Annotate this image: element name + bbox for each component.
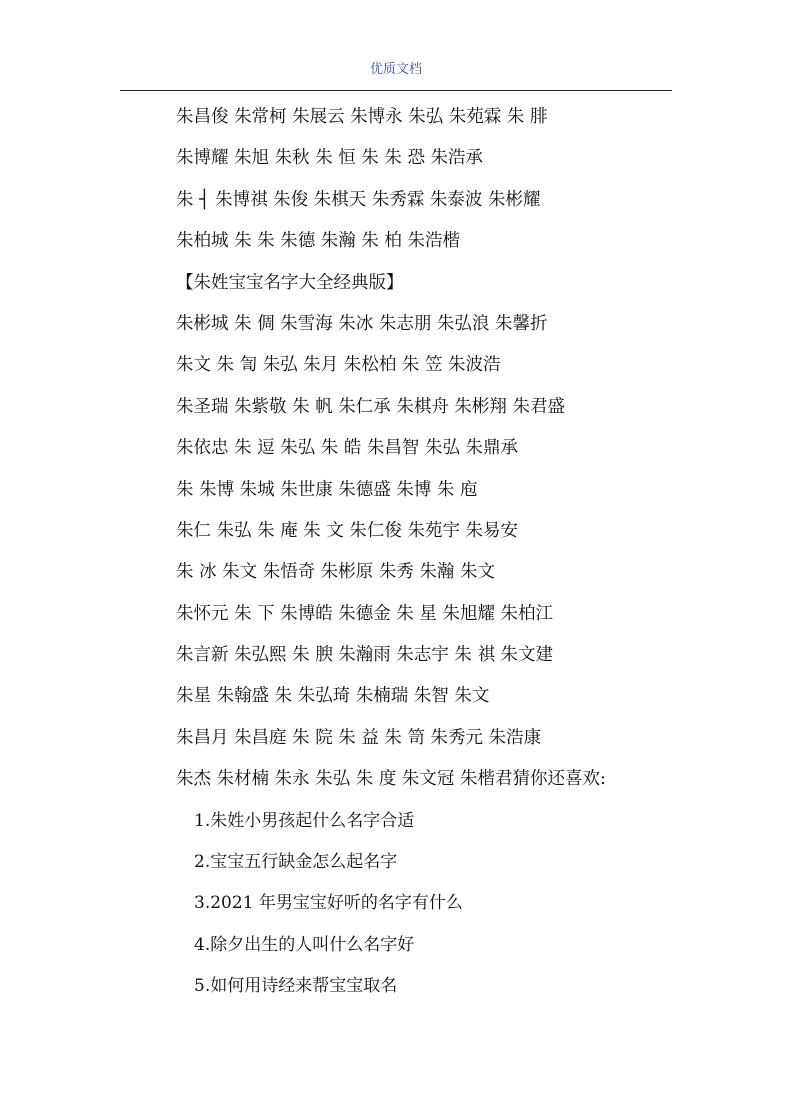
- name-line: 朱博耀 朱旭 朱秋 朱 恒 朱 朱 恐 朱浩承: [176, 148, 484, 169]
- related-link[interactable]: 5.如何用诗经来帮宝宝取名: [194, 976, 398, 997]
- name-line: 朱 冰 朱文 朱悟奇 朱彬原 朱秀 朱瀚 朱文: [176, 562, 495, 583]
- name-line: 朱依忠 朱 逗 朱弘 朱 皓 朱昌智 朱弘 朱鼎承: [176, 438, 519, 459]
- name-line: 朱彬城 朱 倜 朱雪海 朱冰 朱志朋 朱弘浪 朱馨折: [176, 313, 548, 334]
- name-line: 朱柏城 朱 朱 朱德 朱瀚 朱 柏 朱浩楷: [176, 231, 460, 252]
- name-line: 朱圣瑞 朱紫敬 朱 帆 朱仁承 朱棋舟 朱彬翔 朱君盛: [176, 396, 565, 417]
- header-divider: [120, 90, 672, 91]
- name-line: 朱杰 朱材楠 朱永 朱弘 朱 度 朱文冠 朱楷君猜你还喜欢:: [176, 769, 606, 790]
- related-link[interactable]: 1.朱姓小男孩起什么名字合适: [194, 810, 415, 831]
- document-header-title: 优质文档: [369, 62, 422, 77]
- name-line: 朱言新 朱弘熙 朱 腴 朱瀚雨 朱志宇 朱 祺 朱文建: [176, 645, 554, 666]
- name-line: 朱 ┤ 朱博祺 朱俊 朱棋天 朱秀霖 朱泰波 朱彬耀: [176, 189, 541, 210]
- related-link[interactable]: 3.2021 年男宝宝好听的名字有什么: [194, 893, 463, 914]
- related-link[interactable]: 4.除夕出生的人叫什么名字好: [194, 934, 415, 955]
- section-heading: 【朱姓宝宝名字大全经典版】: [176, 272, 404, 293]
- name-line: 朱 朱博 朱城 朱世康 朱德盛 朱博 朱 庖: [176, 479, 478, 500]
- document-body: [176, 100, 676, 1011]
- name-line: 朱星 朱翰盛 朱 朱弘琦 朱楠瑞 朱智 朱文: [176, 686, 490, 707]
- related-list: [176, 804, 676, 1011]
- name-line: 朱昌俊 朱常柯 朱展云 朱博永 朱弘 朱苑霖 朱 腓: [176, 107, 548, 127]
- name-line: 朱昌月 朱昌庭 朱 院 朱 益 朱 笥 朱秀元 朱浩康: [176, 727, 542, 748]
- name-line: 朱怀元 朱 下 朱博皓 朱德金 朱 星 朱旭耀 朱柏江: [176, 603, 554, 624]
- name-line: 朱文 朱 訇 朱弘 朱月 朱松柏 朱 笠 朱波浩: [176, 355, 501, 376]
- name-line: 朱仁 朱弘 朱 庵 朱 文 朱仁俊 朱苑宇 朱易安: [176, 520, 519, 541]
- related-link[interactable]: 2.宝宝五行缺金怎么起名字: [194, 852, 398, 873]
